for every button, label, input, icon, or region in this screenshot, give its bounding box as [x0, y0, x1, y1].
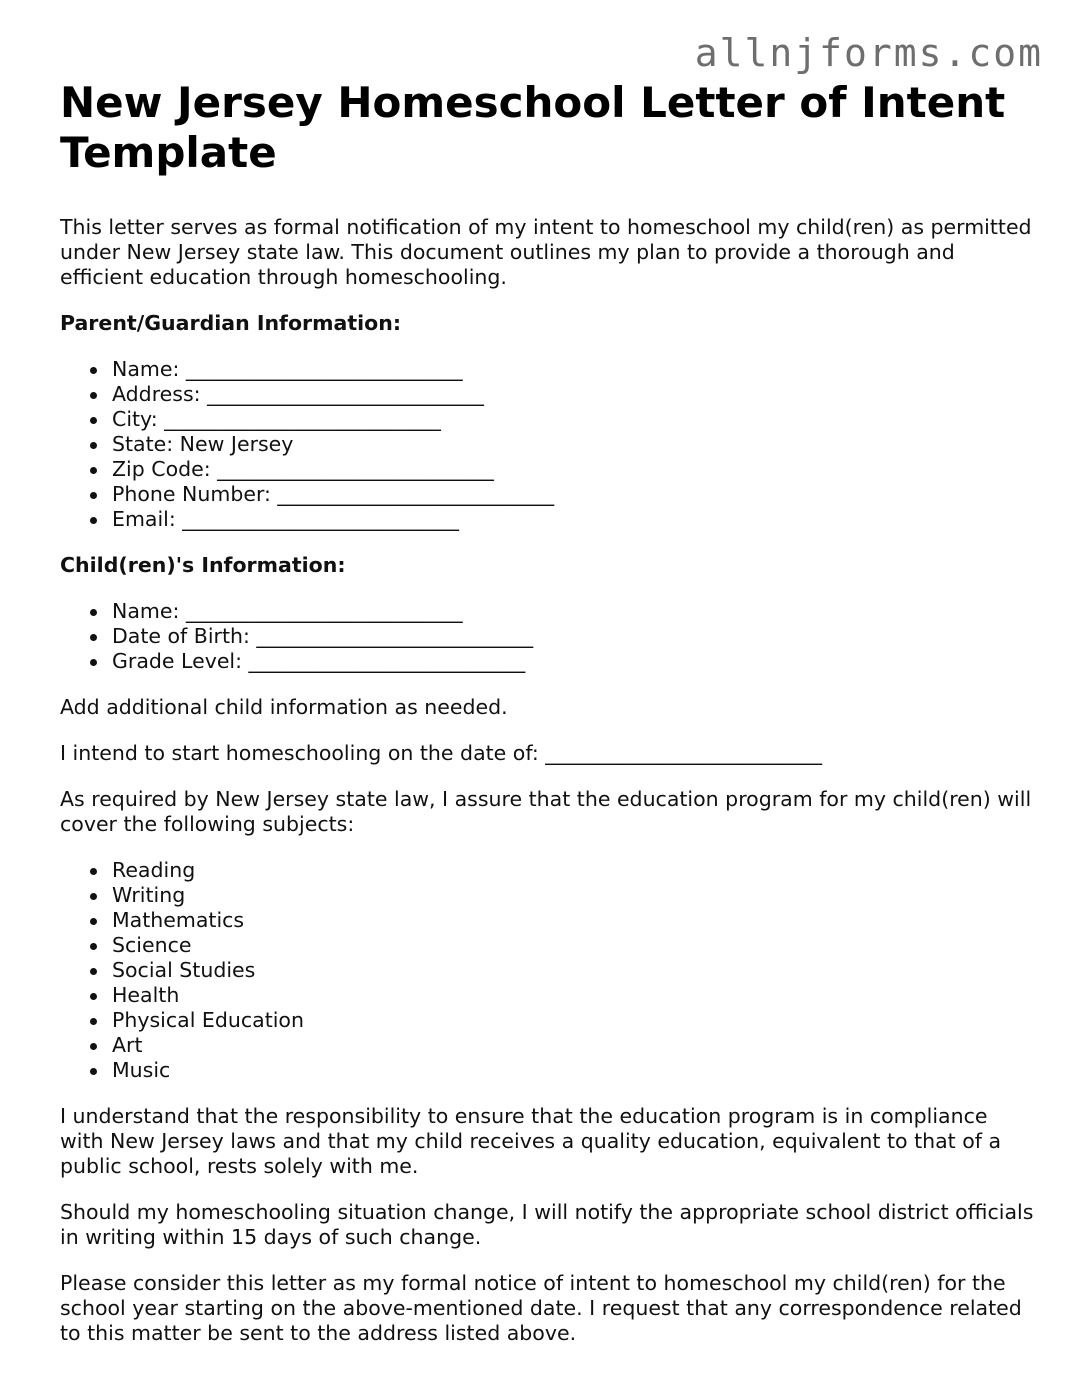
subject-item: Social Studies [112, 958, 1035, 983]
subject-item: Writing [112, 883, 1035, 908]
subject-item: Health [112, 983, 1035, 1008]
intro-paragraph: This letter serves as formal notification of my intent to homeschool my child(ren) as permitted under New Jersey state law. This document outlines my plan to provide a thorough and efficient education through homeschooling. [60, 215, 1032, 289]
subject-item: Music [112, 1058, 1035, 1083]
child-section-heading: Child(ren)'s Information: [60, 553, 346, 577]
child-dob-field: Date of Birth: ___________________________ [112, 624, 1035, 649]
additional-child-note: Add additional child information as needed. [60, 695, 508, 719]
parent-address-field: Address: ___________________________ [112, 382, 1035, 407]
start-date-line: I intend to start homeschooling on the date of: ___________________________ [60, 741, 822, 765]
closing-paragraph: Please consider this letter as my formal notice of intent to homeschool my child(ren) for the school year starting on the above-mentioned date. I request that any correspondence related to this matter be sent to the address listed above. [60, 1271, 1022, 1345]
parent-zip-field: Zip Code: ___________________________ [112, 457, 1035, 482]
parent-city-field: City: ___________________________ [112, 407, 1035, 432]
subject-item: Physical Education [112, 1008, 1035, 1033]
subject-item: Science [112, 933, 1035, 958]
subject-item: Mathematics [112, 908, 1035, 933]
child-grade-field: Grade Level: ___________________________ [112, 649, 1035, 674]
subject-item: Reading [112, 858, 1035, 883]
document-title: New Jersey Homeschool Letter of Intent Template [60, 78, 1006, 177]
parent-state-field: State: New Jersey [112, 432, 1035, 457]
parent-name-field: Name: ___________________________ [112, 357, 1035, 382]
subjects-list [60, 858, 1035, 1083]
document-page [60, 78, 1035, 1346]
parent-fields-list [60, 357, 1035, 532]
site-watermark: allnjforms.com [694, 31, 1043, 75]
responsibility-paragraph: I understand that the responsibility to ensure that the education program is in compliance with New Jersey laws and that my child receives a quality education, equivalent to that of a public school, rests solely with me. [60, 1104, 1002, 1178]
child-name-field: Name: ___________________________ [112, 599, 1035, 624]
parent-phone-field: Phone Number: ___________________________ [112, 482, 1035, 507]
change-notice-paragraph: Should my homeschooling situation change, I will notify the appropriate school district officials in writing within 15 days of such change. [60, 1200, 1034, 1249]
parent-section-heading: Parent/Guardian Information: [60, 311, 402, 335]
child-fields-list [60, 599, 1035, 674]
subjects-intro: As required by New Jersey state law, I assure that the education program for my child(ren) will cover the following subjects: [60, 787, 1032, 836]
subject-item: Art [112, 1033, 1035, 1058]
parent-email-field: Email: ___________________________ [112, 507, 1035, 532]
